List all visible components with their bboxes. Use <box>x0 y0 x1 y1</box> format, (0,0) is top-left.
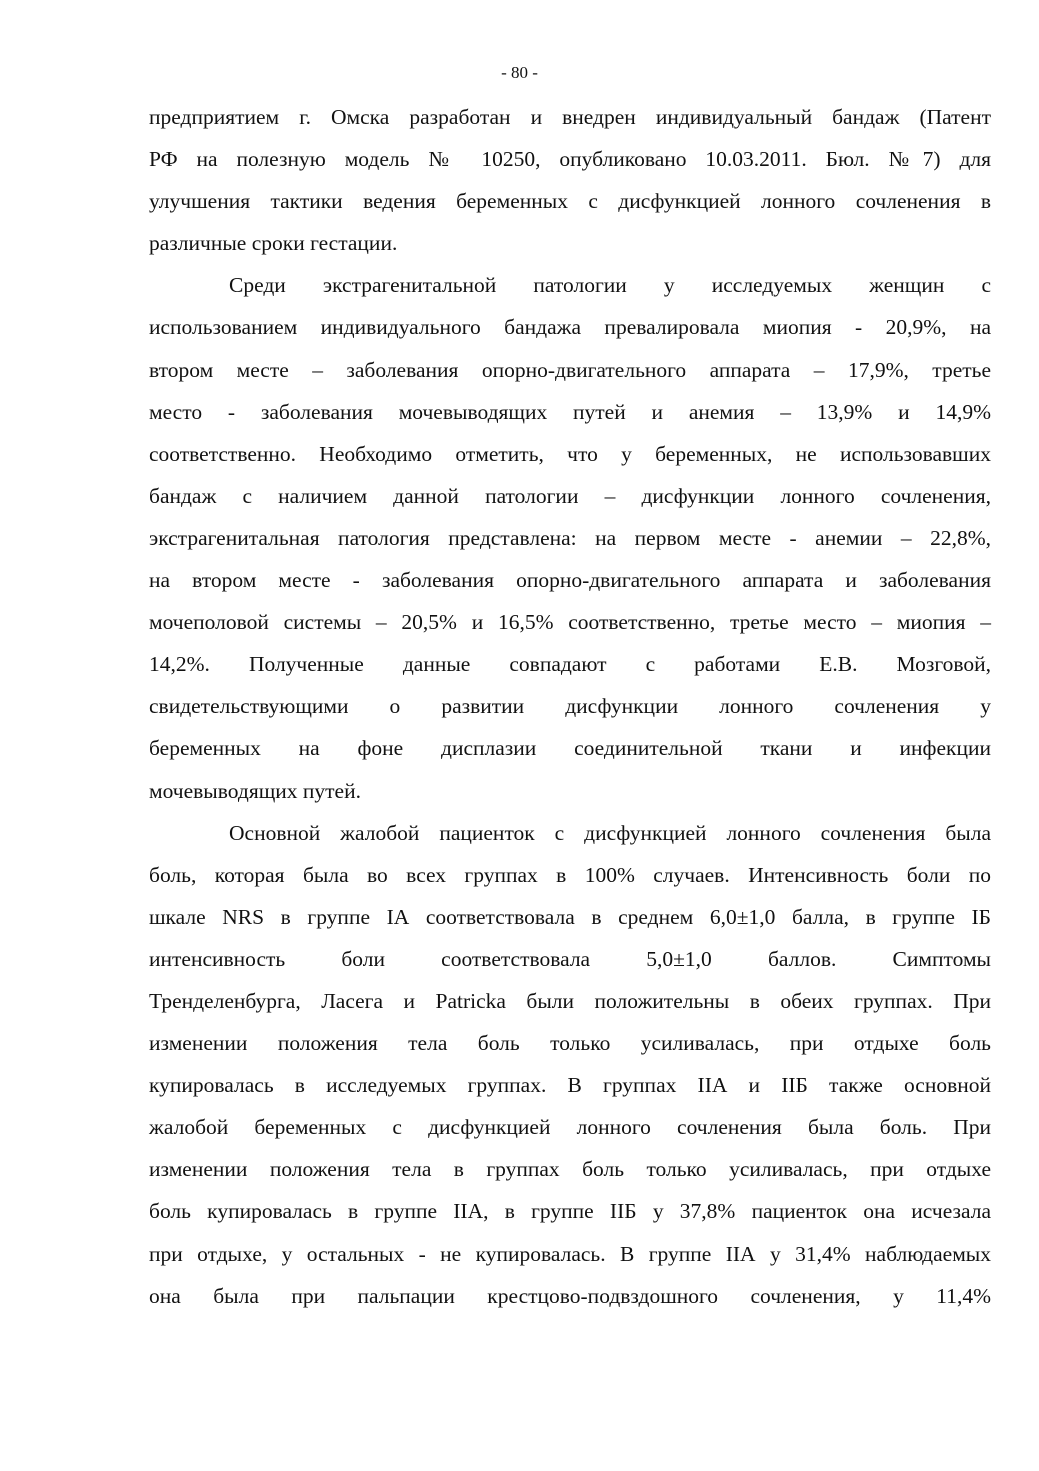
text-line: изменении положения тела в группах боль только усиливалась, при отдыхе <box>149 1157 991 1182</box>
text-line: использованием индивидуального бандажа превалировала миопия - 20,9%, на <box>149 315 991 340</box>
text-line: свидетельствующими о развитии дисфункции лонного сочленения у <box>149 694 991 719</box>
text-line: улучшения тактики ведения беременных с дисфункцией лонного сочленения в <box>149 189 991 214</box>
paragraph <box>149 264 991 811</box>
text-line: Основной жалобой пациенток с дисфункцией лонного сочленения была <box>229 820 991 845</box>
text-line: при отдыхе, у остальных - не купировалась. В группе IIА у 31,4% наблюдаемых <box>149 1241 991 1266</box>
text-line: различные сроки гестации. <box>149 231 398 256</box>
text-line: место - заболевания мочевыводящих путей и анемия – 13,9% и 14,9% <box>149 399 991 424</box>
text-line: 14,2%. Полученные данные совпадают с работами Е.В. Мозговой, <box>149 652 991 677</box>
text-line: бандаж с наличием данной патологии – дисфункции лонного сочленения, <box>149 483 991 508</box>
text-line: интенсивность боли соответствовала 5,0±1,0 баллов. Симптомы <box>149 946 991 971</box>
text-line: Среди экстрагенитальной патологии у исследуемых женщин с <box>229 273 991 298</box>
text-line: экстрагенитальная патология представлена: на первом месте - анемии – 22,8%, <box>149 525 991 550</box>
text-line: втором месте – заболевания опорно-двигательного аппарата – 17,9%, третье <box>149 357 991 382</box>
text-line: мочеполовой системы – 20,5% и 16,5% соответственно, третье место – миопия – <box>149 610 991 635</box>
body-text <box>149 96 991 1317</box>
text-line: предприятием г. Омска разработан и внедрен индивидуальный бандаж (Патент <box>149 105 991 129</box>
paragraph <box>149 96 991 264</box>
text-line: Тренделенбурга, Ласега и Patricka были положительны в обеих группах. При <box>149 988 991 1013</box>
text-line: мочевыводящих путей. <box>149 778 361 803</box>
text-line: жалобой беременных с дисфункцией лонного сочленения была боль. При <box>149 1115 991 1140</box>
text-line: купировалась в исследуемых группах. В группах IIА и IIБ также основной <box>149 1073 991 1098</box>
page-number: - 80 - <box>501 63 538 82</box>
text-line: шкале NRS в группе IА соответствовала в среднем 6,0±1,0 балла, в группе IБ <box>149 904 991 929</box>
text-line: боль купировалась в группе IIА, в группе IIБ у 37,8% пациенток она исчезала <box>149 1199 991 1224</box>
paragraph <box>149 812 991 1317</box>
text-line: боль, которая была во всех группах в 100% случаев. Интенсивность боли по <box>149 862 991 887</box>
text-line: РФ на полезную модель № 10250, опубликовано 10.03.2011. Бюл. №7) для <box>149 147 991 172</box>
text-line: на втором месте - заболевания опорно-двигательного аппарата и заболевания <box>149 568 991 593</box>
text-line: она была при пальпации крестцово-подвздошного сочленения, у 11,4% <box>149 1283 991 1308</box>
text-line: беременных на фоне дисплазии соединительной ткани и инфекции <box>149 736 991 761</box>
text-line: изменении положения тела боль только усиливалась, при отдыхе боль <box>149 1031 991 1056</box>
text-line: соответственно. Необходимо отметить, что у беременных, не использовавших <box>149 441 991 466</box>
